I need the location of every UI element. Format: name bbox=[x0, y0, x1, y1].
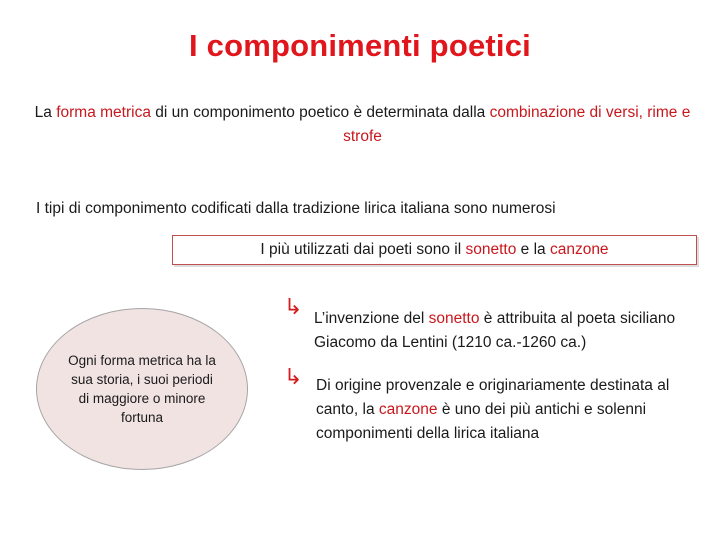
box-text-2: e la bbox=[516, 241, 550, 258]
intro-text-1: La bbox=[34, 104, 57, 121]
canzone-text-1: Di origine provenzale e originariamente destinata al canto, la bbox=[316, 377, 670, 418]
sonetto-highlight: sonetto bbox=[428, 310, 480, 327]
canzone-note bbox=[316, 374, 696, 446]
box-highlight-sonetto: sonetto bbox=[465, 241, 517, 258]
intro-highlight-combinazione: combinazione di versi, rime e strofe bbox=[343, 104, 691, 145]
arrow-down-right-icon: ↳ bbox=[284, 294, 303, 319]
ellipse-text: Ogni forma metrica ha la sua storia, i suoi periodi di maggiore o minore fortuna bbox=[68, 353, 216, 425]
box-text-1: I più utilizzati dai poeti sono il bbox=[260, 241, 466, 258]
arrow-down-right-icon: ↳ bbox=[284, 364, 303, 389]
history-ellipse bbox=[36, 308, 248, 470]
slide-title: I componimenti poetici bbox=[189, 28, 531, 63]
sonetto-text-1: L’invenzione del bbox=[314, 310, 429, 327]
tipi-statement: I tipi di componimento codificati dalla tradizione lirica italiana sono numerosi bbox=[36, 200, 556, 217]
canzone-highlight: canzone bbox=[378, 401, 438, 418]
canzone-text-2: è uno dei più antichi e solenni componimenti della lirica italiana bbox=[316, 401, 647, 442]
box-highlight-canzone: canzone bbox=[549, 241, 609, 258]
sonetto-note bbox=[314, 307, 709, 355]
intro-highlight-forma-metrica: forma metrica bbox=[56, 104, 151, 121]
most-used-box bbox=[172, 235, 697, 265]
sonetto-text-2: è attribuita al poeta siciliano Giacomo da Lentini (1210 ca.-1260 ca.) bbox=[314, 310, 676, 351]
intro-text-2: di un componimento poetico è determinata dalla bbox=[150, 104, 490, 121]
intro-paragraph bbox=[30, 101, 695, 149]
